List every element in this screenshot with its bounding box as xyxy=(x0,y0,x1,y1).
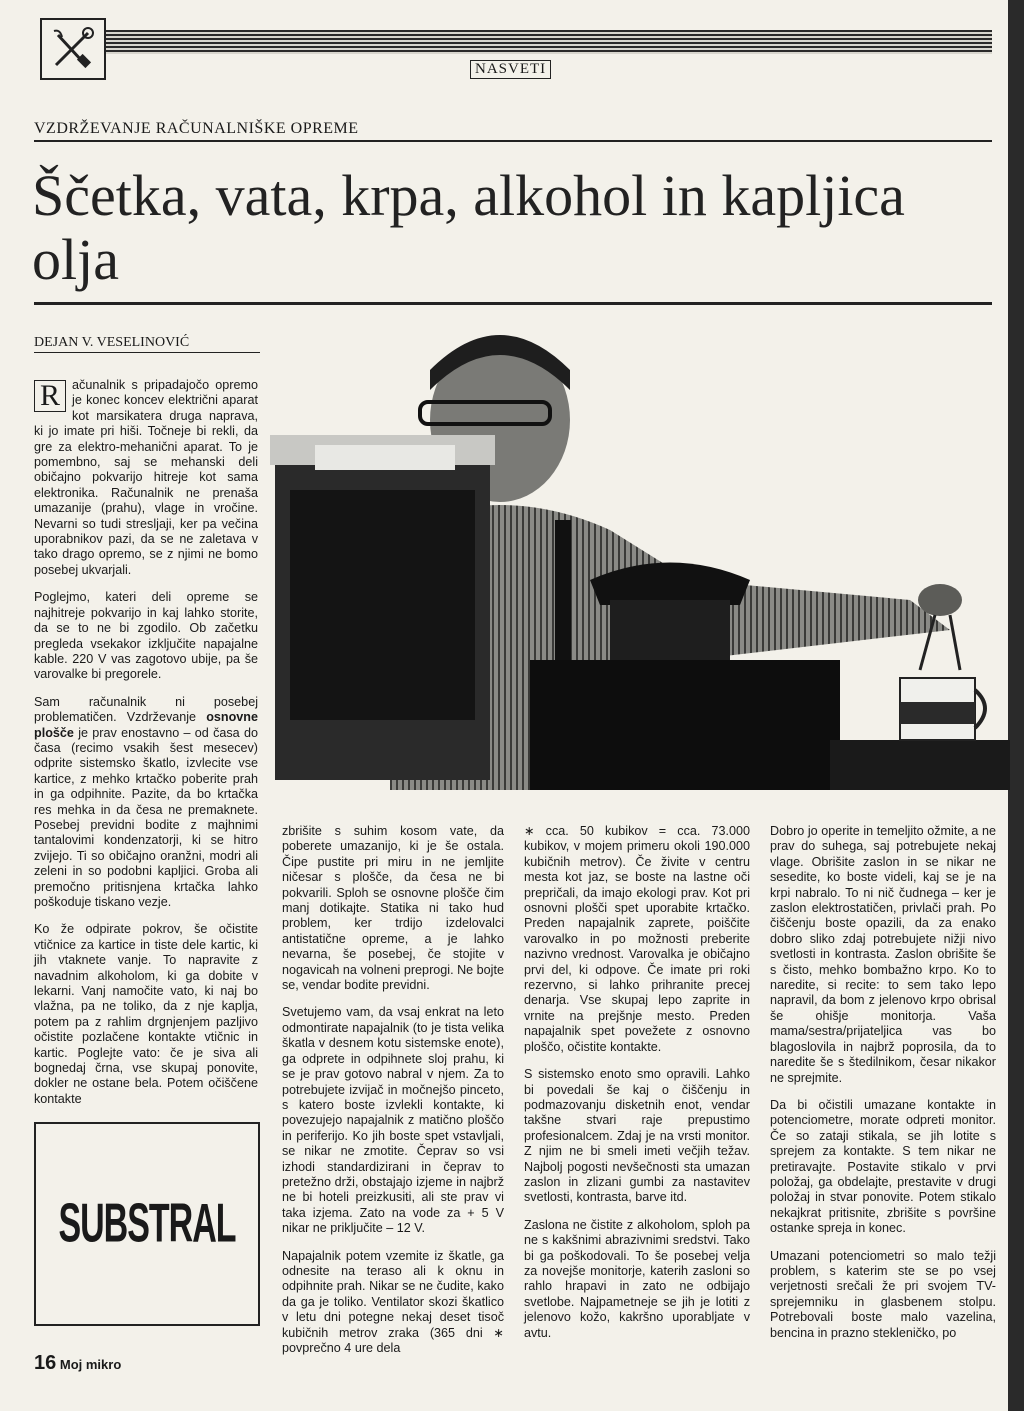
article-author: DEJAN V. VESELINOVIĆ xyxy=(34,335,190,350)
paragraph: ačunalnik s pripadajočo opremo je konec koncev električni aparat kot marsikatera druga naprava, ki jo imate pri hiši. Točneje bi rekli, da gre za elektro-mehanični aparat. To je pomembno, saj se mehanski deli običajno pokvarijo hitreje kot sama elektronika. Računalnik ne prenaša umazanije (prahu), vlage in vročine. Nevarni so tudi stresljaji, ker pa večina uporabnikov pazi, da se ne zaletava v tako drago opremo, se z njimi ne bomo posebej ukvarjali. xyxy=(34,378,258,577)
substral-ad xyxy=(34,1122,260,1326)
article-title: Ščetka, vata, krpa, alkohol in kapljica olja xyxy=(32,163,905,292)
paragraph: Dobro jo operite in temeljito ožmite, a ne prav do suhega, saj potrebujete nekaj vlage. Obrišite zaslon in se nikar ne sesedite, ko boste videli, kaj se je na krpi nabralo. To ni nič čudnega – ker je zaslon elektrostatičen, privlači prah. Po čiščenju boste opazili, da za enako dobro sliko zdaj potrebujete nižji nivo svetlosti in kontrasta. Zaslon obrišite še s čisto, mehko bombažno krpo. Ko to naredite, si recite: to sem tako lepo napravil, da bom z jelenovo krpo obrisal še ohišje monitorja. Vaša mama/sestra/prijateljica vas bo blagoslovila in najbrž poprosila, da to naredite še s štedilnikom, česar nikakor ne sprejmite. xyxy=(770,824,996,1085)
article-photo xyxy=(270,330,1010,790)
bold-term: osnovne plošče xyxy=(34,710,258,740)
article-column-3 xyxy=(524,824,750,1353)
text-run: je prav enostavno – od časa do časa (recimo vsakih šest mesecev) odprite sistemsko škatlo, izvlecite vse kartice, z mehko krtačko poberite prah in ga odpihnite. Pazite, da bo krtačka res mehka in da česa ne premaknete. Posebej previdni bodite z majhnimi tantalovimi kondenzatorji, ki se hitro zvijejo. Ti so običajno oranžni, modri ali zeleni in so podobni kapljici. Groba ali premočno pritisnjena krtačka lahko poškoduje tiskano vezje. xyxy=(34,725,258,909)
divider xyxy=(34,302,992,305)
paragraph xyxy=(34,695,258,911)
article-column-2 xyxy=(282,824,504,1368)
paragraph: Svetujemo vam, da vsaj enkrat na leto odmontirate napajalnik (to je tista velika škatla v desnem kotu sistemske enote), ga odprete in odpihnete sloj prahu, ki se je prav gotovo nabral v njem. Za to potrebujete izvijač in močnejšo pinceto, s katero boste izvlekli kontakte, ki povezujejo napajalnik z matično ploščo in periferijo. Ko jih boste spet vstavljali, se nikar ne zmotite. Čeprav so vsi izhodi standardizirani in čeprav to pretežno drži, obstajajo izjeme in najbrž ne bi hoteli preizkusiti, ali ste prav vi taka izjema. Zato na vode za + 5 V nikar ne priključite – 12 V. xyxy=(282,1005,504,1236)
section-icon-box xyxy=(40,18,106,80)
page-edge-shadow xyxy=(1008,0,1024,1411)
paragraph: Zaslona ne čistite z alkoholom, sploh pa ne s kakšnimi abrazivnimi sredstvi. Tako bi ga poškodovali. To še posebej velja za novejše monitorje, katerih zasloni so rahlo hrapavi in zato ne odbijajo svetlobe. Najpametneje se jih je lotiti z jelenovo kožo, kakršno uporabljate v avtu. xyxy=(524,1217,750,1340)
paragraph: Umazani potenciometri so malo težji problem, s katerim ste se po vsej verjetnosti srečali že pri svojem TV-sprejemniku in glasbenem stolpu. Potrebovali boste malo vazelina, bencina in prazno stekleničko, po xyxy=(770,1248,996,1340)
dropcap: R xyxy=(34,380,66,412)
article-kicker: VZDRŽEVANJE RAČUNALNIŠKE OPREME xyxy=(34,120,359,137)
magazine-name: Moj mikro xyxy=(59,1357,122,1372)
paragraph: Poglejmo, kateri deli opreme se najhitreje pokvarijo in kaj lahko storite, da se to ne bi zgodilo. Ob začetku pregleda vsekakor izključite napajalne kable. 220 V vas zagotovo ubije, pa še varovalke bi pregorele. xyxy=(34,590,258,682)
paragraph: ∗ cca. 50 kubikov = cca. 73.000 kubikov, v mojem primeru okoli 190.000 kubičnih metrov). Če živite v centru mesta kot jaz, se boste na lastne oči prepričali, da imajo ekologi prav. Kot pri osnovni plošči spet uporabite krtačko. Preden napajalnik zaprete, poiščite varovalko in po možnosti preberite nazivno vrednost. Varovalka je običajno prvi del, ki odpove. Če imate pri roki rezervno, si lahko prihranite precej denarja. Vse skupaj lepo zaprite in vrnite na prejšnje mesto. Preden napajalnik spet povežete z osnovno ploščo, očistite kontakte. xyxy=(524,824,750,1054)
divider xyxy=(34,352,260,353)
article-column-1 xyxy=(34,378,258,1119)
tools-icon xyxy=(48,25,98,73)
text-run: Sam računalnik ni posebej problematičen. Vzdrževanje xyxy=(34,694,258,725)
paragraph: Da bi očistili umazane kontakte in potenciometre, morate odpreti monitor. Če so zataji stikala, se jih lotite s sprejem za kontakte. S tem nikar ne pretiravajte. Postavite stikalo v prvi položaj, ga obdelajte, prestavite v drugi položaj in stvar ponovite. Potem stikalo nekajkrat pritisnite, zbrišite s površine ostanke spreja in konec. xyxy=(770,1097,996,1236)
page-number: 16 xyxy=(34,1352,57,1374)
paragraph: zbrišite s suhim kosom vate, da poberete umazanijo, ki je še ostala. Čipe pustite pri miru in ne jemljite ničesar s plošče, da česa ne bi pokvarili. Sploh se osnovne plošče čim manj dotikajte. Statika ni tako hud problem, ker trdijo izdelovalci antistatične opreme, a je lahko nevarna, še posebej, če stojite v nogavicah na volneni preprogi. Ne bojte se, vendar bodite previdni. xyxy=(282,824,504,993)
divider xyxy=(34,140,992,142)
paragraph: Ko že odpirate pokrov, še očistite vtičnice za kartice in tiste dele kartic, ki jih vtaknete vanje. To napravite z navadnim alkoholom, ki ga dobite v lekarni. Vanj namočite vato, ki naj bo vlažna, pa ne toliko, da z nje kaplja, potem pa z rahlim drgnjenjem pazljivo očistite pozlačene kontakte vtičnic in kartic. Poglejte vato: če je siva ali bognedaj črna, vse skupaj ponovite, dokler ne ostane bela. Potem očiščene kontakte xyxy=(34,922,258,1106)
ad-brand: SUBSTRAL xyxy=(58,1192,236,1254)
paragraph: Napajalnik potem vzemite iz škatle, ga odnesite na teraso ali k oknu in odpihnite prah. Nikar se ne čudite, kako da ga je toliko. Ventilator skozi škatlico v letu dni potegne nekaj deset tisoč kubičnih metrov zraka (365 dni ∗ povprečno 4 ure dela xyxy=(282,1248,504,1355)
section-label: NASVETI xyxy=(470,60,551,79)
header-stripe-bar xyxy=(40,30,992,54)
page-footer xyxy=(34,1352,121,1375)
article-column-4 xyxy=(770,824,996,1353)
paragraph: S sistemsko enoto smo opravili. Lahko bi povedali še kaj o čiščenju in podmazovanju disketnih enot, vendar takšne stvari raje prepustimo profesionalcem. Zdaj je na vrsti monitor. Z njim ne bi smeli imeti večjih težav. Najbolj pogosti nevšečnosti sta umazan zaslon in zlizani gumbi za nastavitev svetlosti, kontrasta, barve itd. xyxy=(524,1067,750,1205)
